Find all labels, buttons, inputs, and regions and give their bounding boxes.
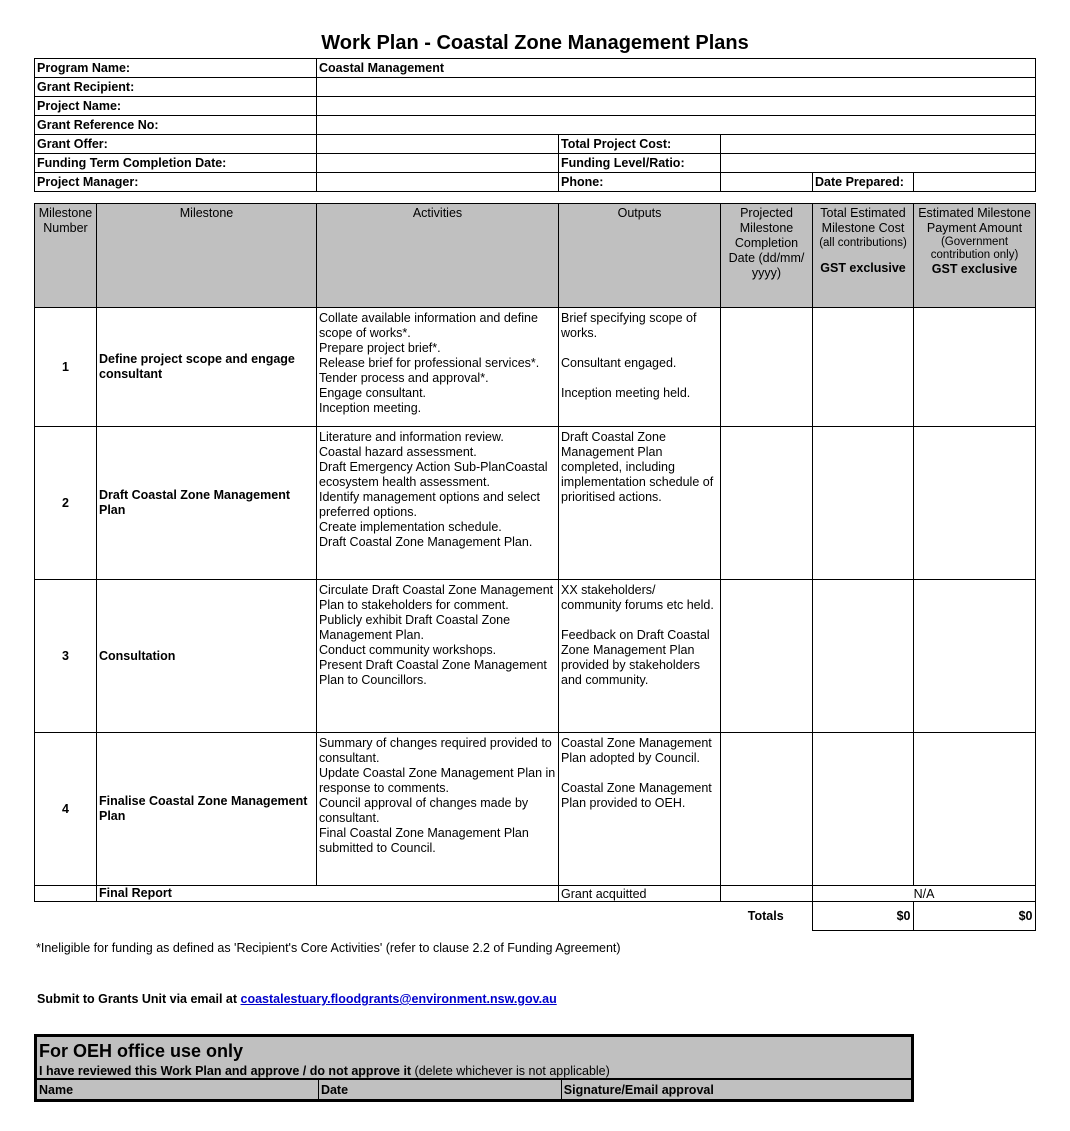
phone-label: Phone: — [559, 173, 721, 192]
totals-label: Totals — [747, 909, 784, 923]
header-total-cost-sub: (all contributions) — [819, 237, 907, 249]
grant-offer-value[interactable] — [317, 135, 559, 154]
office-use-box — [34, 1034, 914, 1102]
office-statement — [36, 1063, 913, 1079]
total-cost-cell[interactable] — [813, 580, 914, 733]
cell-line: Prepare project brief*. — [319, 341, 441, 355]
payment-cell[interactable] — [914, 733, 1036, 886]
cell-line: Present Draft Coastal Zone Management Plan to Councillors. — [319, 658, 547, 687]
header-total-cost-title: Total Estimated Milestone Cost — [820, 206, 906, 235]
activities-cell[interactable] — [317, 427, 559, 580]
table-row — [35, 580, 1036, 733]
footnote: *Ineligible for funding as defined as 'Recipient's Core Activities' (refer to clause 2.2 of Funding Agreement) — [36, 941, 621, 955]
header-outputs: Outputs — [559, 204, 721, 308]
submit-text: Submit to Grants Unit via email at — [37, 992, 241, 1006]
cell-line: Draft Coastal Zone Management Plan completed, including implementation schedule of prioritised actions. — [561, 430, 714, 504]
table-header-row — [35, 204, 1036, 308]
totals-table — [34, 901, 1036, 931]
projected-date-cell[interactable] — [721, 427, 813, 580]
header-payment-gst: GST exclusive — [931, 262, 1018, 276]
activities-cell[interactable] — [317, 580, 559, 733]
total-cost-cell[interactable] — [813, 308, 914, 427]
header-payment — [914, 204, 1036, 308]
office-heading: For OEH office use only — [36, 1036, 913, 1064]
table-row — [35, 733, 1036, 886]
funding-level-label: Funding Level/Ratio: — [559, 154, 721, 173]
office-statement-bold: I have reviewed this Work Plan and approve / do not approve it — [39, 1063, 412, 1078]
grant-recipient-label: Grant Recipient: — [35, 78, 317, 97]
projected-date-cell[interactable] — [721, 733, 813, 886]
grant-info-table — [34, 58, 1036, 192]
milestone-name[interactable]: Define project scope and engage consultant — [97, 308, 317, 427]
totals-cost: $0 — [812, 902, 913, 931]
cell-line: Draft Emergency Action Sub-PlanCoastal ecosystem health assessment. — [319, 460, 548, 489]
final-report-row — [35, 886, 1036, 902]
cell-line: Collate available information and define scope of works*. — [319, 311, 538, 340]
header-total-cost-gst: GST exclusive — [820, 261, 906, 275]
office-statement-note: (delete whichever is not applicable) — [411, 1063, 610, 1078]
cell-line — [561, 371, 718, 386]
page-title: Work Plan - Coastal Zone Management Plans — [321, 32, 749, 54]
total-cost-cell[interactable] — [813, 427, 914, 580]
date-prepared-value[interactable] — [914, 173, 1036, 192]
cell-line — [561, 766, 718, 781]
cell-line: Inception meeting. — [319, 401, 422, 415]
milestone-number: 1 — [35, 308, 97, 427]
cell-line: Identify management options and select preferred options. — [319, 490, 540, 519]
header-milestone: Milestone — [97, 204, 317, 308]
final-report-date[interactable] — [721, 886, 813, 902]
cell-line: Update Coastal Zone Management Plan in response to comments. — [319, 766, 556, 795]
projected-date-cell[interactable] — [721, 580, 813, 733]
header-total-cost — [813, 204, 914, 308]
total-cost-cell[interactable] — [813, 733, 914, 886]
header-activities: Activities — [317, 204, 559, 308]
payment-cell[interactable] — [914, 308, 1036, 427]
cell-line — [561, 341, 718, 356]
milestone-name[interactable]: Finalise Coastal Zone Management Plan — [97, 733, 317, 886]
header-payment-title: Estimated Milestone Payment Amount — [918, 206, 1031, 235]
outputs-cell[interactable] — [559, 733, 721, 886]
outputs-cell[interactable] — [559, 308, 721, 427]
cell-line: Create implementation schedule. — [319, 520, 502, 534]
payment-cell[interactable] — [914, 427, 1036, 580]
table-row — [35, 427, 1036, 580]
cell-line: Circulate Draft Coastal Zone Management Plan to stakeholders for comment. — [319, 583, 554, 612]
office-signature-label: Signature/Email approval — [561, 1079, 912, 1101]
submit-instructions — [37, 992, 557, 1006]
header-milestone-number: Milestone Number — [35, 204, 97, 308]
cell-line: XX stakeholders/ community forums etc held. — [561, 583, 714, 612]
project-name-value[interactable] — [317, 97, 1036, 116]
header-projected-date: Projected Milestone Completion Date (dd/mm/ yyyy) — [721, 204, 813, 308]
milestone-name[interactable]: Draft Coastal Zone Management Plan — [97, 427, 317, 580]
cell-line: Final Coastal Zone Management Plan submitted to Council. — [319, 826, 529, 855]
office-name-label: Name — [36, 1079, 319, 1101]
final-report-na: N/A — [813, 886, 1036, 902]
project-manager-value[interactable] — [317, 173, 559, 192]
milestone-number: 4 — [35, 733, 97, 886]
cell-line: Feedback on Draft Coastal Zone Management Plan provided by stakeholders and community. — [561, 628, 710, 687]
cell-line: Summary of changes required provided to consultant. — [319, 736, 552, 765]
totals-payment: $0 — [913, 902, 1035, 931]
activities-cell[interactable] — [317, 308, 559, 427]
final-report-number — [35, 886, 97, 902]
cell-line: Literature and information review. — [319, 430, 504, 444]
project-name-label: Project Name: — [35, 97, 317, 116]
cell-line: Conduct community workshops. — [319, 643, 497, 657]
payment-cell[interactable] — [914, 580, 1036, 733]
projected-date-cell[interactable] — [721, 308, 813, 427]
date-prepared-label: Date Prepared: — [813, 173, 914, 192]
milestone-number: 3 — [35, 580, 97, 733]
outputs-cell[interactable] — [559, 580, 721, 733]
cell-line: Release brief for professional services*. — [319, 356, 540, 370]
final-report-label: Final Report — [97, 886, 559, 902]
cell-line: Coastal Zone Management Plan provided to OEH. — [561, 781, 712, 810]
program-name-label: Program Name: — [35, 59, 317, 78]
funding-level-value[interactable] — [721, 154, 1036, 173]
funding-term-label: Funding Term Completion Date: — [35, 154, 317, 173]
cell-line: Tender process and approval*. — [319, 371, 489, 385]
cell-line: Brief specifying scope of works. — [561, 311, 697, 340]
grant-offer-label: Grant Offer: — [35, 135, 317, 154]
grant-recipient-value[interactable] — [317, 78, 1036, 97]
outputs-cell[interactable] — [559, 427, 721, 580]
milestone-number: 2 — [35, 427, 97, 580]
email-link[interactable]: coastalestuary.floodgrants@environment.nsw.gov.au — [240, 992, 557, 1006]
total-project-cost-value[interactable] — [721, 135, 1036, 154]
cell-line: Council approval of changes made by consultant. — [319, 796, 529, 825]
cell-line — [561, 613, 718, 628]
table-row — [35, 308, 1036, 427]
program-name-value[interactable]: Coastal Management — [317, 59, 1036, 78]
cell-line: Draft Coastal Zone Management Plan. — [319, 535, 533, 549]
cell-line: Coastal Zone Management Plan adopted by Council. — [561, 736, 712, 765]
final-report-output[interactable]: Grant acquitted — [559, 886, 721, 902]
grant-reference-label: Grant Reference No: — [35, 116, 317, 135]
grant-reference-value[interactable] — [317, 116, 1036, 135]
phone-value[interactable] — [721, 173, 813, 192]
cell-line: Consultant engaged. — [561, 356, 677, 370]
header-payment-sub: (Government contribution only) — [930, 236, 1019, 261]
total-project-cost-label: Total Project Cost: — [559, 135, 721, 154]
office-date-label: Date — [318, 1079, 561, 1101]
cell-line: Engage consultant. — [319, 386, 427, 400]
cell-line: Inception meeting held. — [561, 386, 691, 400]
cell-line: Coastal hazard assessment. — [319, 445, 477, 459]
cell-line: Publicly exhibit Draft Coastal Zone Management Plan. — [319, 613, 511, 642]
project-manager-label: Project Manager: — [35, 173, 317, 192]
funding-term-value[interactable] — [317, 154, 559, 173]
milestone-table — [34, 203, 1036, 902]
milestone-name[interactable]: Consultation — [97, 580, 317, 733]
activities-cell[interactable] — [317, 733, 559, 886]
